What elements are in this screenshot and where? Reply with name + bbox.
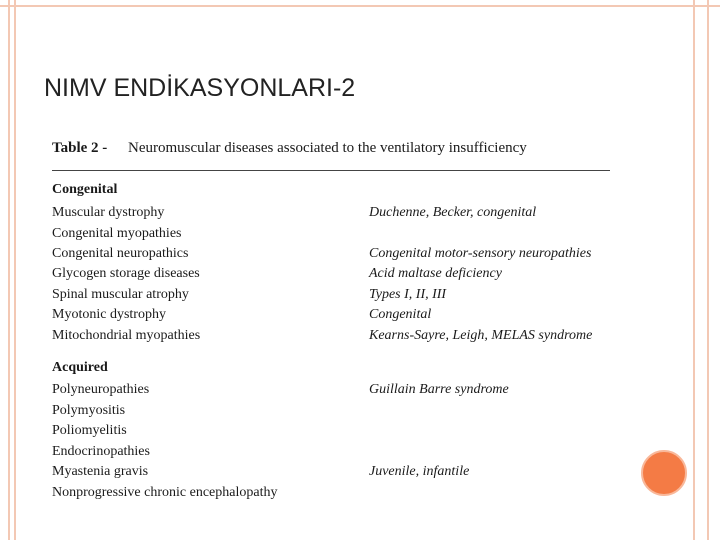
table-row (52, 226, 612, 246)
disease-name: Myotonic dystrophy (52, 307, 166, 322)
disease-name: Polyneuropathies (52, 382, 150, 397)
table-row (52, 307, 612, 327)
table-caption (52, 140, 527, 157)
table-row (52, 485, 612, 505)
disease-name: Muscular dystrophy (52, 205, 165, 220)
table-header-rule (52, 170, 610, 171)
disease-note: Kearns-Sayre, Leigh, MELAS syndrome (369, 328, 593, 343)
slide-title: NIMV ENDİKASYONLARI-2 (44, 74, 356, 102)
top-border-line (0, 5, 720, 7)
table-row (52, 444, 612, 464)
table-row (52, 382, 612, 402)
disease-note: Juvenile, infantile (369, 464, 470, 479)
disease-name: Congenital neuropathics (52, 246, 189, 261)
table-row (52, 246, 612, 266)
table-row (52, 464, 612, 484)
table-row (52, 266, 612, 286)
disease-name: Glycogen storage diseases (52, 266, 200, 281)
decorative-circle (641, 450, 687, 496)
right-border-line-inner (693, 0, 695, 540)
table-caption-text: Neuromuscular diseases associated to the ventilatory insufficiency (128, 140, 527, 156)
disease-name: Polymyositis (52, 403, 126, 418)
section-heading-acquired: Acquired (52, 360, 108, 375)
disease-note: Congenital motor-sensory neuropathies (369, 246, 592, 261)
left-border-line-outer (8, 0, 10, 540)
disease-note: Guillain Barre syndrome (369, 382, 509, 397)
disease-note: Duchenne, Becker, congenital (369, 205, 537, 220)
table-row (52, 205, 612, 225)
disease-name: Spinal muscular atrophy (52, 287, 189, 302)
table-number: Table 2 - (52, 140, 108, 156)
disease-name: Endocrinopathies (52, 444, 150, 459)
right-border-line-outer (707, 0, 709, 540)
disease-note: Congenital (369, 307, 432, 322)
table-row (52, 403, 612, 423)
disease-name: Myastenia gravis (52, 464, 149, 479)
disease-name: Mitochondrial myopathies (52, 328, 201, 343)
disease-name: Nonprogressive chronic encephalopathy (52, 485, 278, 500)
table-row (52, 287, 612, 307)
section-heading-congenital: Congenital (52, 182, 118, 197)
table-row (52, 328, 612, 348)
left-border-line-inner (14, 0, 16, 540)
disease-name: Congenital myopathies (52, 226, 182, 241)
disease-note: Types I, II, III (369, 287, 447, 302)
disease-note: Acid maltase deficiency (369, 266, 502, 281)
table-row (52, 423, 612, 443)
disease-name: Poliomyelitis (52, 423, 127, 438)
